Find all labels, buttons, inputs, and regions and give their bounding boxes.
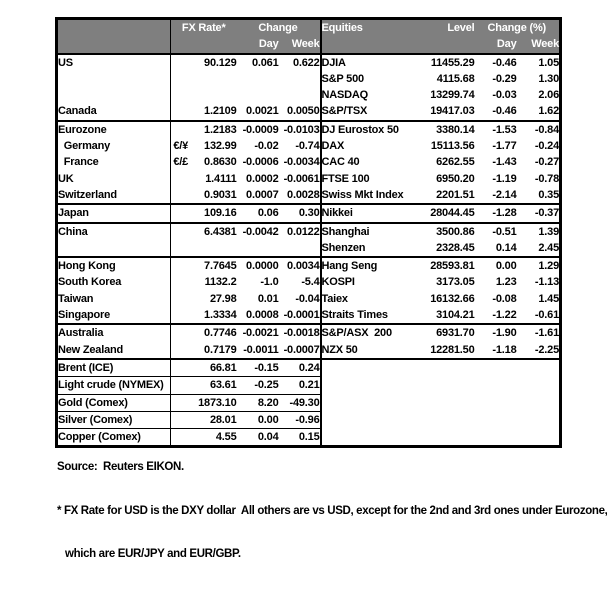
header-spacer [413,36,475,53]
cell-change-day: 0.00 [237,411,279,428]
cell-change-day: -0.0042 [237,223,279,240]
cell-level: 28044.45 [413,204,475,222]
table-row [57,103,561,120]
cell-country: Australia [57,324,171,341]
cell-change-week: -0.0061 [283,172,320,185]
cell-change-week: -0.0034 [283,156,320,169]
cell-change-day: 0.06 [237,204,279,222]
cell-fx-rate: 1.3334 [204,309,237,322]
cell-equity: Straits Times [321,307,413,324]
cell-change-day: 8.20 [237,394,279,411]
cell-country: New Zealand [58,343,124,356]
cell-fx-rate: 27.98 [209,292,237,305]
cell-change-week: -0.96 [279,411,321,428]
cell-change-week: 0.0122 [279,223,321,240]
cell-change-week: 0.30 [279,204,321,222]
cell-fx-rate: 90.129 [204,56,237,69]
cell-country: Canada [58,105,97,118]
cell-pct-week [517,377,561,394]
cell-fx-rate: 1873.10 [191,394,237,411]
cell-currency-pair [171,291,191,307]
cell-equity: KOSPI [321,274,413,290]
cell-pct-week: -0.78 [534,172,559,185]
table-row [57,342,561,359]
cell-currency-pair [171,274,191,290]
table-row [57,274,561,290]
cell-currency-pair [171,359,191,377]
cell-country: Copper (Comex) [57,429,171,447]
cell-equity: Hang Seng [321,257,413,274]
cell-change-week: -0.0007 [283,343,320,356]
header-equities: Equities [321,19,413,37]
cell-pct-day: -1.18 [492,343,517,356]
cell-change-day: -0.15 [237,359,279,377]
cell-country: US [58,56,73,69]
cell-pct-week [517,359,561,377]
table-row [57,359,561,377]
cell-change-day: 0.0007 [246,188,279,201]
cell-equity: Swiss Mkt Index [321,187,413,204]
cell-fx-rate: 132.99 [204,140,237,153]
cell-equity [321,359,413,377]
cell-pct-day: 1.23 [495,276,517,289]
cell-fx-rate: 0.8630 [204,156,237,169]
cell-change-day: 0.01 [257,292,279,305]
cell-currency-pair [171,240,191,257]
fx-footnote-line2: which are EUR/JPY and EUR/GBP. [65,548,241,560]
cell-equity: NASDAQ [321,87,413,103]
cell-pct-day: -0.08 [492,292,517,305]
cell-fx-rate: 0.7746 [191,324,237,341]
cell-change-week: 0.15 [279,429,321,447]
cell-level [413,394,475,411]
fx-footnote-line1: * FX Rate for USD is the DXY dollar All others are vs USD, except for the 2nd and 3rd ones under Eurozone, [57,504,607,517]
cell-equity: FTSE 100 [321,171,413,187]
fx-equities-table [55,17,562,448]
cell-pct-day: -1.19 [492,172,517,185]
cell-country: South Korea [58,276,122,289]
table-row [57,240,561,257]
cell-change-day [237,240,279,257]
cell-pct-week: -0.37 [517,204,561,222]
cell-pct-week: 1.05 [538,56,559,69]
header-spacer [321,36,413,53]
header-row-2 [57,36,561,53]
cell-currency-pair: €/£ [171,154,191,170]
cell-currency-pair [171,171,191,187]
cell-country: China [57,223,171,240]
cell-equity: Shanghai [321,223,413,240]
cell-country [57,87,171,103]
cell-pct-week [517,394,561,411]
cell-equity: CAC 40 [321,154,413,170]
table-row [57,171,561,187]
cell-currency-pair [171,342,191,359]
cell-country: UK [58,172,74,185]
cell-change-week: -5.4 [301,276,320,289]
cell-currency-pair [171,87,191,103]
cell-change-week: 0.0034 [279,257,321,274]
cell-change-day [237,71,279,87]
cell-change-day: -0.0009 [237,121,279,138]
cell-change-week: 0.622 [292,56,320,69]
header-day-left: Day [237,36,279,53]
cell-currency-pair [171,71,191,87]
cell-country [57,71,171,87]
cell-fx-rate: 109.16 [191,204,237,222]
cell-level: 3173.05 [436,276,475,289]
cell-pct-week: 0.35 [538,188,559,201]
cell-pct-week: -1.13 [534,276,559,289]
header-country-spacer [57,19,171,37]
cell-level: 3104.21 [436,309,475,322]
cell-equity: DJ Eurostox 50 [321,121,413,138]
cell-country: Singapore [58,309,110,322]
cell-pct-week: -0.27 [534,156,559,169]
cell-pct-week: 1.45 [538,292,559,305]
cell-currency-pair [171,257,191,274]
table-row [57,394,561,411]
table-row [57,291,561,307]
cell-pct-day: -2.14 [492,188,517,201]
cell-change-week: -0.0103 [279,121,321,138]
cell-change-week: 0.24 [279,359,321,377]
cell-level: 16132.66 [430,292,475,305]
cell-level: 11455.29 [430,56,475,69]
cell-level: 19417.03 [430,105,475,118]
cell-country: Silver (Comex) [57,411,171,428]
cell-equity: Taiex [321,291,413,307]
cell-pct-week: 2.45 [538,241,559,254]
cell-pct-day: -0.46 [492,105,517,118]
header-week-left: Week [279,36,321,53]
cell-pct-day: 0.14 [495,241,517,254]
cell-level: 6262.55 [436,156,475,169]
table-row [57,71,561,87]
table-row [57,223,561,240]
cell-currency-pair [171,187,191,204]
cell-fx-rate: 1.2183 [191,121,237,138]
cell-currency-pair [171,394,191,411]
cell-pct-day [475,377,517,394]
cell-pct-day: -1.90 [475,324,517,341]
cell-level: 4115.68 [436,72,475,85]
cell-fx-rate: 1.4111 [205,172,237,185]
cell-pct-week: 1.39 [517,223,561,240]
header-change: Change [237,19,321,37]
cell-change-day: 0.0002 [246,172,279,185]
table-row [57,257,561,274]
cell-level: 2201.51 [436,188,475,201]
cell-level: 3500.86 [413,223,475,240]
table-row [57,411,561,428]
cell-equity [321,411,413,428]
cell-change-week: -0.74 [295,140,320,153]
header-row-1 [57,19,561,37]
cell-level: 28593.81 [413,257,475,274]
cell-country: Brent (ICE) [57,359,171,377]
cell-country: France [58,156,99,169]
cell-fx-rate [191,87,237,103]
header-day-right: Day [475,36,517,53]
cell-currency-pair [171,103,191,120]
header-week-right: Week [517,36,561,53]
cell-change-day [237,87,279,103]
cell-pct-day [475,411,517,428]
cell-pct-day: -1.53 [475,121,517,138]
cell-country: Switzerland [58,188,117,201]
table-header [57,19,561,54]
cell-change-week [279,87,321,103]
cell-level [413,377,475,394]
cell-fx-rate: 7.7645 [191,257,237,274]
cell-country: Japan [57,204,171,222]
cell-pct-week: -0.24 [534,140,559,153]
cell-fx-rate: 66.81 [191,359,237,377]
cell-change-week [279,240,321,257]
cell-currency-pair: €/¥ [171,138,191,154]
cell-fx-rate [191,240,237,257]
cell-equity: NZX 50 [321,342,413,359]
cell-currency-pair [171,204,191,222]
table-row [57,87,561,103]
table-row [57,121,561,138]
cell-country [57,240,171,257]
cell-change-week [279,71,321,87]
cell-country: Light crude (NYMEX) [57,377,171,394]
cell-currency-pair [171,324,191,341]
cell-level [413,359,475,377]
cell-change-day: -0.25 [237,377,279,394]
cell-change-day: 0.0008 [246,309,279,322]
cell-pct-day: 0.00 [475,257,517,274]
cell-level: 3380.14 [413,121,475,138]
cell-change-day: -0.0021 [237,324,279,341]
header-level: Level [413,19,475,37]
table-row [57,154,561,170]
cell-pct-day: -1.22 [492,309,517,322]
cell-pct-day: -1.77 [492,140,517,153]
header-spacer [171,36,237,53]
cell-equity [321,377,413,394]
table-row [57,377,561,394]
table-body [57,54,561,447]
cell-change-day: 0.0021 [246,105,279,118]
cell-change-day: -0.0011 [243,343,279,356]
cell-fx-rate: 28.01 [191,411,237,428]
table-row [57,307,561,324]
cell-fx-rate: 0.7179 [204,343,237,356]
cell-change-day: 0.0000 [237,257,279,274]
cell-fx-rate: 6.4381 [191,223,237,240]
cell-currency-pair [171,121,191,138]
cell-pct-week: 1.30 [538,72,559,85]
cell-change-day: 0.061 [251,56,279,69]
cell-change-week: -0.04 [295,292,320,305]
cell-change-day: 0.04 [237,429,279,447]
cell-equity: DJIA [321,54,413,71]
cell-level: 6950.20 [436,172,475,185]
cell-pct-day: -0.51 [475,223,517,240]
cell-level [413,411,475,428]
cell-change-week: -49.30 [279,394,321,411]
source-note: Source: Reuters EIKON. [57,461,184,473]
cell-pct-week: -2.25 [534,343,559,356]
cell-level: 2328.45 [436,241,475,254]
cell-level: 13299.74 [430,89,475,102]
cell-change-week: -0.0001 [283,309,320,322]
cell-change-day: -1.0 [260,276,279,289]
cell-country: Eurozone [57,121,171,138]
cell-pct-day: -0.29 [492,72,517,85]
cell-change-week: 0.0028 [287,188,320,201]
cell-equity: Shenzen [321,240,413,257]
cell-pct-day: -0.46 [492,56,517,69]
cell-equity: S&P 500 [321,71,413,87]
cell-equity: S&P/TSX [321,103,413,120]
cell-pct-day [475,359,517,377]
cell-pct-week: 1.29 [517,257,561,274]
cell-equity: DAX [321,138,413,154]
cell-fx-rate: 1.2109 [204,105,237,118]
cell-currency-pair [171,307,191,324]
table-row [57,138,561,154]
cell-pct-day: -1.43 [492,156,517,169]
cell-pct-day [475,394,517,411]
cell-currency-pair [171,223,191,240]
cell-fx-rate: 63.61 [191,377,237,394]
table-row [57,54,561,71]
cell-pct-week: -0.61 [534,309,559,322]
cell-level: 6931.70 [413,324,475,341]
cell-change-day: -0.0006 [242,156,279,169]
header-change-pct: Change (%) [475,19,561,37]
cell-pct-day: -0.03 [492,89,517,102]
cell-change-week: 0.21 [279,377,321,394]
cell-level: 15113.56 [430,140,475,153]
table-row [57,324,561,341]
cell-pct-week: -1.61 [517,324,561,341]
cell-country: Hong Kong [57,257,171,274]
cell-country: Germany [58,140,111,153]
header-spacer [57,36,171,53]
cell-pct-week: 2.06 [538,89,559,102]
cell-change-week: -0.0018 [279,324,321,341]
cell-pct-week: -0.84 [517,121,561,138]
table-row [57,187,561,204]
cell-country: Gold (Comex) [57,394,171,411]
cell-fx-rate: 4.55 [191,429,237,447]
cell-pct-day: -1.28 [475,204,517,222]
cell-equity [321,394,413,411]
table-row [57,204,561,222]
cell-equity: S&P/ASX 200 [321,324,413,341]
cell-currency-pair [171,54,191,71]
cell-level: 12281.50 [430,343,475,356]
cell-country: Taiwan [58,292,94,305]
cell-currency-pair [171,377,191,394]
cell-currency-pair [171,411,191,428]
footer [57,431,607,591]
cell-change-week: 0.0050 [287,105,320,118]
cell-fx-rate: 1132.2 [204,276,237,289]
cell-pct-week [517,411,561,428]
cell-equity: Nikkei [321,204,413,222]
cell-fx-rate: 0.9031 [204,188,237,201]
cell-fx-rate [191,71,237,87]
header-fx-rate: FX Rate* [171,19,237,37]
cell-pct-week: 1.62 [538,105,559,118]
cell-change-day: -0.02 [254,140,279,153]
